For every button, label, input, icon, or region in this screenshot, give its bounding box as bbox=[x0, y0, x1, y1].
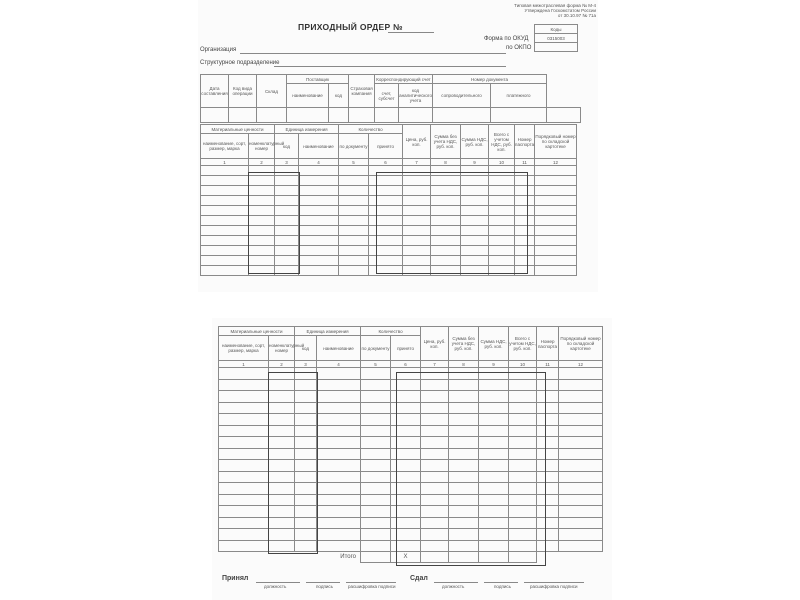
receipt-order-bottom-sheet bbox=[212, 318, 612, 600]
th-unit-name: наименование bbox=[299, 134, 339, 159]
total-per-doc[interactable] bbox=[361, 552, 391, 563]
accepted-decode-field[interactable] bbox=[346, 582, 396, 583]
cell-warehouse[interactable] bbox=[257, 108, 287, 123]
department-label: Структурное подразделение bbox=[200, 60, 280, 66]
total-mark: X bbox=[391, 552, 421, 563]
handed-label: Сдал bbox=[410, 575, 428, 582]
col-num: 8 bbox=[449, 361, 479, 368]
th-sum-no-vat: Сумма без учета НДС, руб. коп. bbox=[449, 327, 479, 361]
th-material: Материальные ценности bbox=[219, 327, 295, 336]
amounts-thick-frame bbox=[396, 372, 546, 566]
column-number-row bbox=[219, 361, 603, 368]
th-warehouse-card: Порядковый номер по складской картотеке bbox=[559, 327, 603, 361]
cell-analytic-code[interactable] bbox=[399, 108, 433, 123]
organization-label: Организация bbox=[200, 47, 237, 53]
header-payment: платежного bbox=[491, 84, 547, 108]
header-insurer: Страховая компания bbox=[349, 75, 375, 108]
th-accepted: принято bbox=[369, 134, 403, 159]
col-num: 11 bbox=[515, 159, 535, 166]
col-num: 6 bbox=[391, 361, 421, 368]
th-price: Цена, руб. коп. bbox=[403, 125, 431, 159]
th-total-vat: Всего с учетом НДС, руб. коп. bbox=[509, 327, 537, 361]
col-num: 12 bbox=[535, 159, 577, 166]
th-total-vat: Всего с учетом НДС, руб. коп. bbox=[489, 125, 515, 159]
header-supplier: Поставщик bbox=[287, 75, 349, 84]
col-num: 4 bbox=[317, 361, 361, 368]
accepted-signature-caption: подпись bbox=[316, 584, 334, 589]
th-quantity: Количество bbox=[361, 327, 421, 336]
okud-label: Форма по ОКУД bbox=[484, 36, 529, 42]
header-warehouse: Склад bbox=[257, 75, 287, 108]
col-num: 10 bbox=[509, 361, 537, 368]
col-num: 10 bbox=[489, 159, 515, 166]
col-num: 3 bbox=[275, 159, 299, 166]
col-num: 2 bbox=[269, 361, 295, 368]
header-analytic-code: код аналитического учета bbox=[399, 84, 433, 108]
col-num: 4 bbox=[299, 159, 339, 166]
th-name: наименование, сорт, размер, марка bbox=[219, 336, 269, 361]
receipt-order-top-sheet bbox=[198, 0, 598, 292]
th-passport-no: Номер паспорта bbox=[515, 125, 535, 159]
header-date: Дата составления bbox=[201, 75, 229, 108]
th-unit: Единица измерения bbox=[275, 125, 339, 134]
th-warehouse-card: Порядковый номер по складской картотеке bbox=[535, 125, 577, 159]
header-account-sub: счет, субсчет bbox=[375, 84, 399, 108]
col-num: 6 bbox=[369, 159, 403, 166]
col-num: 1 bbox=[219, 361, 269, 368]
th-price: Цена, руб. коп. bbox=[421, 327, 449, 361]
form-header-line2: Утверждена Госкомстатом России bbox=[524, 8, 596, 13]
col-num: 7 bbox=[403, 159, 431, 166]
organization-field[interactable] bbox=[240, 53, 506, 54]
nomenclature-thick-frame bbox=[268, 372, 318, 554]
col-num: 5 bbox=[339, 159, 369, 166]
okud-value: 0315003 bbox=[535, 34, 578, 43]
accepted-decode-caption: расшифровка подписи bbox=[348, 584, 396, 589]
okpo-label: по ОКПО bbox=[506, 45, 532, 51]
col-num: 11 bbox=[537, 361, 559, 368]
th-vat-sum: Сумма НДС, руб. коп. bbox=[461, 125, 489, 159]
handed-decode-caption: расшифровка подписи bbox=[530, 584, 578, 589]
th-passport-no: Номер паспорта bbox=[537, 327, 559, 361]
col-num: 9 bbox=[461, 159, 489, 166]
col-num: 8 bbox=[431, 159, 461, 166]
cell-account-sub[interactable] bbox=[375, 108, 399, 123]
cell-supplier-code[interactable] bbox=[329, 108, 349, 123]
total-label: Итого bbox=[340, 553, 357, 560]
th-vat-sum: Сумма НДС, руб. коп. bbox=[479, 327, 509, 361]
th-per-doc: по документу bbox=[339, 134, 369, 159]
codes-header: Коды bbox=[535, 25, 578, 34]
order-header-table bbox=[200, 74, 581, 123]
column-number-row bbox=[201, 159, 577, 166]
cell-op-code[interactable] bbox=[229, 108, 257, 123]
th-nomenclature: номенклатурный номер bbox=[269, 336, 295, 361]
cell-accompanying[interactable] bbox=[433, 108, 491, 123]
okpo-value[interactable] bbox=[535, 43, 578, 52]
col-num: 9 bbox=[479, 361, 509, 368]
th-code: код bbox=[275, 134, 299, 159]
handed-signature-caption: подпись bbox=[494, 584, 512, 589]
th-unit-name: наименование bbox=[317, 336, 361, 361]
cell-date[interactable] bbox=[201, 108, 229, 123]
header-supplier-name: наименование bbox=[287, 84, 329, 108]
header-accompanying: сопроводительного bbox=[433, 84, 491, 108]
handed-signature-field[interactable] bbox=[484, 582, 518, 583]
cell-payment[interactable] bbox=[491, 108, 547, 123]
accepted-position-caption: должность bbox=[264, 584, 287, 589]
th-sum-no-vat: Сумма без учета НДС, руб. коп. bbox=[431, 125, 461, 159]
cell-supplier-name[interactable] bbox=[287, 108, 329, 123]
handed-position-field[interactable] bbox=[434, 582, 478, 583]
th-unit: Единица измерения bbox=[295, 327, 361, 336]
th-per-doc: по документу bbox=[361, 336, 391, 361]
document-title: ПРИХОДНЫЙ ОРДЕР № bbox=[298, 22, 403, 32]
header-supplier-code: код bbox=[329, 84, 349, 108]
cell-extra[interactable] bbox=[547, 108, 581, 123]
handed-decode-field[interactable] bbox=[524, 582, 584, 583]
th-quantity: Количество bbox=[339, 125, 403, 134]
th-name: наименование, сорт, размер, марка bbox=[201, 134, 249, 159]
col-num: 1 bbox=[201, 159, 249, 166]
accepted-label: Принял bbox=[222, 575, 249, 582]
department-field[interactable] bbox=[274, 66, 506, 67]
header-doc-number: Номер документа bbox=[433, 75, 547, 84]
form-header-line1: Типовая межотраслевая форма № М-4 bbox=[514, 3, 596, 8]
header-op-code: Код вида операции bbox=[229, 75, 257, 108]
order-number-field[interactable] bbox=[388, 32, 434, 33]
col-num: 5 bbox=[361, 361, 391, 368]
th-code: код bbox=[295, 336, 317, 361]
th-nomenclature: номенклатурный номер bbox=[249, 134, 275, 159]
accepted-signature-field[interactable] bbox=[306, 582, 340, 583]
nomenclature-thick-frame bbox=[248, 172, 300, 274]
cell-insurer[interactable] bbox=[349, 108, 375, 123]
codes-table bbox=[534, 24, 578, 52]
th-accepted: принято bbox=[391, 336, 421, 361]
accepted-position-field[interactable] bbox=[256, 582, 300, 583]
form-header-line3: от 30.10.97 № 71а bbox=[557, 13, 596, 18]
col-num: 3 bbox=[295, 361, 317, 368]
handed-position-caption: должность bbox=[442, 584, 465, 589]
col-num: 12 bbox=[559, 361, 603, 368]
amounts-thick-frame bbox=[376, 172, 528, 274]
th-material: Материальные ценности bbox=[201, 125, 275, 134]
col-num: 2 bbox=[249, 159, 275, 166]
header-corr-account: Корреспондирующий счет bbox=[376, 76, 431, 82]
col-num: 7 bbox=[421, 361, 449, 368]
